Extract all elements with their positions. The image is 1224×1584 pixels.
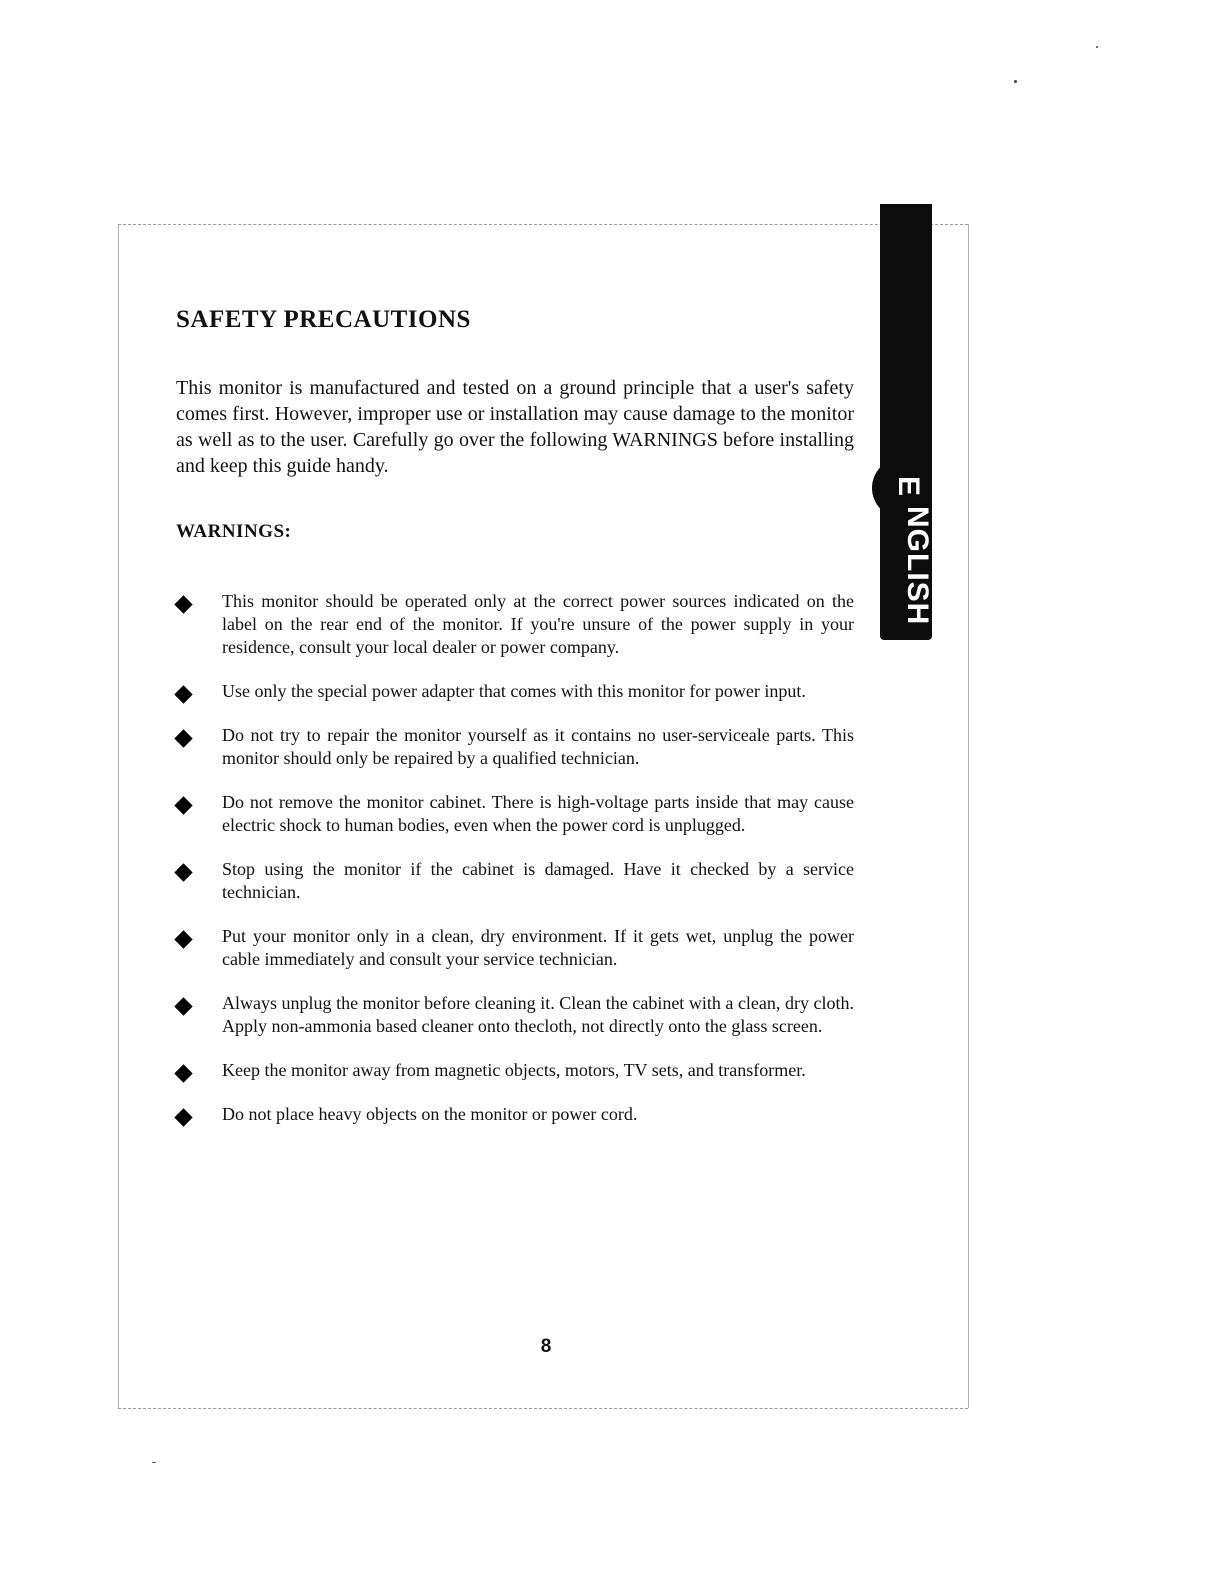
diamond-bullet-icon [174, 685, 192, 703]
warning-text: Do not place heavy objects on the monitor or power cord. [222, 1104, 638, 1124]
warning-item [176, 1059, 854, 1082]
scan-speck [1096, 46, 1098, 48]
language-tab-label: NGLISH [901, 506, 934, 626]
warning-text: Use only the special power adapter that comes with this monitor for power input. [222, 681, 806, 701]
warning-text: Always unplug the monitor before cleaning it. Clean the cabinet with a clean, dry cloth. Apply non-ammonia based cleaner onto thecloth, not directly onto the glass screen. [222, 993, 854, 1036]
warning-text: Stop using the monitor if the cabinet is damaged. Have it checked by a service technician. [222, 859, 854, 902]
diamond-bullet-icon [174, 997, 192, 1015]
warning-text: Keep the monitor away from magnetic objects, motors, TV sets, and transformer. [222, 1060, 806, 1080]
warnings-heading: WARNINGS: [176, 521, 292, 542]
diamond-bullet-icon [174, 930, 192, 948]
language-tab-initial: E [892, 475, 925, 496]
diamond-bullet-icon [174, 1064, 192, 1082]
diamond-bullet-icon [174, 1108, 192, 1126]
warning-item [176, 791, 854, 837]
warning-text: Do not remove the monitor cabinet. There is high-voltage parts inside that may cause electric shock to human bodies, even when the power cord is unplugged. [222, 792, 854, 835]
warnings-list [176, 590, 854, 1126]
warning-item [176, 1103, 854, 1126]
diamond-bullet-icon [174, 863, 192, 881]
warning-item [176, 858, 854, 904]
diamond-bullet-icon [174, 796, 192, 814]
frame-top-border [118, 224, 968, 225]
warning-item [176, 680, 854, 703]
page-title: SAFETY PRECAUTIONS [176, 306, 471, 333]
warning-item [176, 590, 854, 659]
scan-speck [152, 1462, 156, 1463]
frame-right-border [968, 224, 969, 1408]
warning-text: Put your monitor only in a clean, dry environment. If it gets wet, unplug the power cable immediately and consult your service technician. [222, 926, 854, 969]
warning-text: Do not try to repair the monitor yourself as it contains no user-serviceale parts. This monitor should only be repaired by a qualified technician. [222, 725, 854, 768]
scan-speck [1014, 80, 1017, 83]
frame-left-border [118, 224, 119, 1408]
warning-item [176, 992, 854, 1038]
page-number: 8 [540, 1336, 552, 1357]
intro-paragraph: This monitor is manufactured and tested on a ground principle that a user's safety comes first. However, improper use or installation may cause damage to the monitor as well as to the user. Carefully go over the following WARNINGS before installing and keep this guide handy. [176, 377, 854, 477]
frame-bottom-border [118, 1408, 968, 1409]
warning-item [176, 724, 854, 770]
diamond-bullet-icon [174, 729, 192, 747]
diamond-bullet-icon [174, 595, 192, 613]
warning-item [176, 925, 854, 971]
warning-text: This monitor should be operated only at the correct power sources indicated on the label on the rear end of the monitor. If you're unsure of the power supply in your residence, consult your local dealer or power company. [222, 591, 854, 657]
